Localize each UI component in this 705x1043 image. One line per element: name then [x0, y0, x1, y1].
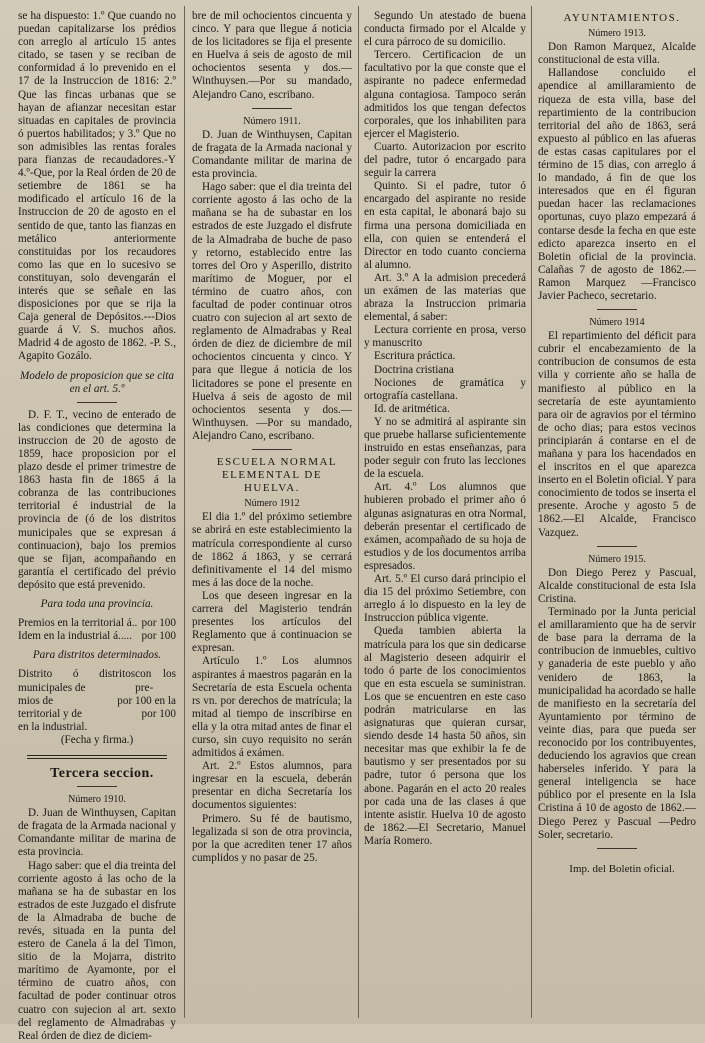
subject-item: Escritura práctica.: [374, 350, 456, 363]
subject-item: Lectura corriente en prosa, verso y manuscrito: [364, 324, 526, 350]
separator: [597, 309, 637, 310]
article-text: Art. 4.º Los alumnos que hubieren probado el primer año ó algunas asignaturas en otra Normal, deberán presentar el certificado de exámen, acompañado de su hoja de estudios y de los documentos arriba espresados.: [364, 481, 526, 572]
section-title: Tercera seccion.: [50, 765, 154, 781]
column-rule: [184, 6, 185, 1018]
notice-number: Número 1912: [244, 498, 300, 510]
column-2: [192, 10, 352, 1016]
column-rule: [358, 6, 359, 1018]
district-row: territorial y de por 100: [18, 707, 176, 720]
notice-text: bre de mil ochocientos cincuenta y cinco. Y para que llegue á noticia de los licitadores se fija el presente en Huelva á seis de agosto de mil ochocientos sesenta y dos.— Winthuysen.—Por su mandado, Alejandro Cano, escribano.: [192, 10, 352, 101]
double-separator: [27, 755, 167, 759]
column-3: [364, 10, 526, 1016]
article-text: Artículo 1.º Los alumnos aspirantes á maestros pagarán en la Secretaría de esta Escuela ochenta rs vn. por derechos de matrícula; la mitad al tiempo de inscribirse en ella y la otra mitad antes de finar el curso, sin cuyo requisito no serán admitidos á exámen.: [192, 655, 352, 760]
separator: [597, 546, 637, 547]
notice-heading: D. Juan de Winthuysen, Capitan de fragata de la Armada nacional y Comandante militar de marina de esta provincia.: [192, 128, 352, 181]
notice-heading: Don Diego Perez y Pascual, Alcalde constitucional de esta Isla Cristina.: [538, 566, 696, 605]
notice-text: Hago saber: que el dia treinta del corriente agosto á las ocho de la mañana se ha de subastar en los estrados de este Juzgado el disfrute de la Almadraba de buche de revés, situada en la punta del estero de Canela á la del Timon, sitio de la Mojarra, distrito marítimo de Ayamonte, por el término de cuatro años, con facultad de poder continuar otros cuatro con sujecion al art. sexto del reglamento de Almadrabas y Real órden de diez de diciem-: [18, 859, 176, 1042]
notice-number: Número 1915.: [588, 553, 646, 565]
notice-heading: Don Ramon Marquez, Alcalde constitucional de esta villa.: [538, 41, 696, 67]
section-heading: AYUNTAMIENTOS.: [563, 12, 681, 24]
article-text: Art. 5.º El curso dará principio el dia 15 del próximo Setiembre, con arreglo á lo dispuesto en la ley de Instruccion pública vigente.: [364, 573, 526, 625]
notice-text: Los que deseen ingresar en la carrera del Magisterio tendrán presentes los artículos del Reglamento que á continuacion se expresan.: [192, 589, 352, 655]
notice-number: Número 1913.: [588, 28, 646, 40]
requirement-text: Tercero. Certificacion de un facultativo por la que conste que el aspirante no padece enfermedad alguna contagiosa. Tampoco serán admitidos los que tengan defectos corporales, que los inhabiliten para ejercer el Magisterio.: [364, 49, 526, 140]
separator: [597, 848, 637, 849]
notice-text: Terminado por la Junta pericial el amillaramiento que ha de servir de base para la derrama de la contribucion de inmuebles, cultivo y ganaderia de este pueblo y año venidero de 1863, la municipalidad ha acordado se halle de manifiesto en la secretaría del Ayuntamiento por término de veinte dias, para que pueda ser reconocido por los contribuyentes, deduciendo los agravios que crean haberseles inferido. Y para la general inteligencia se hace público por el presente en la Isla Cristina á 10 de agosto de 1862.—Diego Perez y Pascual —Pedro Soler, secretario.: [538, 606, 696, 841]
separator: [77, 786, 117, 787]
article-text: Y no se admitirá al aspirante sin que pruebe hallarse suficientemente instruido en estas enseñanzas, para poder seguir con fruto las lecciones de la escuela.: [364, 415, 526, 481]
column-rule: [531, 6, 532, 1018]
requirement-text: Cuarto. Autorizacion por escrito del padre, tutor ó encargado para seguir la carrera: [364, 140, 526, 180]
separator: [252, 449, 292, 450]
premium-row: Premios en la territorial á.. por 100: [18, 617, 176, 630]
subheading-province: Para toda una provincia.: [40, 598, 154, 611]
notice-text: El dia 1.º del próximo setiembre se abrirá en este establecimiento la matrícula correspondiente al curso de 1862 á 1863, y se cerrará definitivamente el 14 del mismo mes á las doce de la noche.: [192, 511, 352, 589]
separator: [77, 402, 117, 403]
date-signature: (Fecha y firma.): [60, 733, 134, 746]
printer-imprint: Imp. del Boletin oficial.: [569, 862, 675, 875]
premium-row: Idem en la industrial á..... por 100: [18, 630, 176, 643]
notice-heading: D. Juan de Winthuysen, Capitan de fragata de la Armada nacional y Comandante militar de marina de esta provincia.: [18, 807, 176, 859]
subject-item: Doctrina cristiana: [374, 363, 454, 376]
column-4: [538, 10, 696, 1016]
district-row: en la industrial.: [18, 720, 88, 733]
article-text: Primero. Su fé de bautismo, legalizada si son de otra provincia, por la que acrediten tener 17 años cumplidos y no pasar de 25.: [192, 812, 352, 864]
notice-number: Número 1911.: [243, 115, 301, 127]
notice-text: El repartimiento del déficit para cubrir el encabezamiento de la contribucion de consumos de esta villa y corriente año se halla de manifiesto al público en la secretaría de este ayuntamiento para oir de agravios por el término de ocho dias; para estos vecinos principiarán á contarse en el de mañana y para los hacendados en el inscritos en el que aparezca inserto en el Boletin oficial. Y para conocimiento de todos se inserta el presente. Aroche y agosto 5 de 1862.—El Alcalde, Francisco Vazquez.: [538, 330, 696, 539]
subject-item: Nociones de gramática y ortografía castellana.: [364, 376, 526, 402]
school-heading: ESCUELA NORMAL ELEMENTAL DE HUELVA.: [216, 456, 338, 495]
article-text: Art. 2.º Estos alumnos, para ingresar en la escuela, deberán presentar en dicha Secretaría los documentos siguientes:: [192, 760, 352, 812]
order-text: se ha dispuesto: 1.º Que cuando no puedan capitalizarse los prédios con arreglo al artículo 15 antes citado, se tasen y se reciban de conformidad á lo prevenido en el 17 de la Instruccion de 1816: 2.º Que las fincas urbanas que se hayan de afianzar necesitan estar situadas en capitales de provincia ó puertos habilitados; y 3.º Que no son admisibles las rentas forales para fianzas de recaudadores.-Y 4.º-Que, por la Real órden de 20 de setiembre de 1861 se ha modificado el artículo 16 de la Instruccion de 20 de agosto en el sentido de que, tanto las fianzas en metálico anteriormente constituidas por los recaudores como las que en lo sucesivo se constituyan, solo devengarán el interés que se señale en las disposiciones por que se rija la Caja general de Depósitos.---Dios guarde á V. S. muchos años. Madrid 4 de agosto de 1862. -P. S., Agapito Gozálo.: [18, 10, 176, 363]
requirement-text: Quinto. Si el padre, tutor ó encargado del aspirante no reside en esta capital, le abonará bajo su firma una persona domiciliada en ella, con quien se entenderá el Director en todo cuanto concierna al alumno.: [364, 180, 526, 271]
subheading-districts: Para distritos determinados.: [32, 649, 162, 662]
district-row: mios de por 100 en la: [18, 694, 176, 707]
subject-item: Id. de aritmética.: [374, 402, 450, 415]
notice-number: Número 1910.: [68, 794, 126, 806]
article-text: Queda tambien abierta la matrícula para los que sin dedicarse al Magisterio deseen adquirir el todo ó parte de los conocimientos que en esta escuela se suministran. Los que se encuentren en este caso podrán matricularse en las asignaturas que quieran cursar, siendo desde 14 hasta 50 años, sin necesitar mas que exhibir la fe de bautismo y ser presentados por su padre, tutor ó persona que los abone. Pagarán en el acto 20 reales por cada una de las clases á que intente asistir. Huelva 10 de agosto de 1862.—El Secretario, Manuel María Romero.: [364, 625, 526, 847]
article-text: Art. 3.º A la admision precederá un exámen de las materias que abraza la Instruccion primaria elemental, á saber:: [364, 271, 526, 324]
district-row: Distrito ó distritos municipales de con los pre-: [18, 668, 176, 694]
requirement-text: Segundo Un atestado de buena conducta firmado por el Alcalde y el cura párroco de su domicilio.: [364, 10, 526, 49]
separator: [252, 108, 292, 109]
notice-text: Hago saber: que el dia treinta del corriente agosto á las ocho de la mañana se ha de subastar en los estrados de este Juzgado el disfrute de la Almadraba de buche de paso y retorno, establecido entre las torres del Oro y Asperillo, distrito marítimo de Moguer, por el término de cuatro años, con facultad de poder continuar otros cuatro con sujecion al art sexto de reglamento de Almadrabas y Real órden de diez de diciembre de mil ochocientos cincuenta y cinco. Y para que llegue á noticia de los licitadores se pone el presente en Huelva á seis de agosto de mil ochocientos sesenta y dos.—Winthuysen. —Por su mandado, Alejandro Cano, escribano.: [192, 181, 352, 442]
model-title: Modelo de proposicion que se cita en el art. 5.º: [19, 369, 174, 395]
notice-number: Número 1914: [589, 317, 645, 329]
column-1: [18, 10, 176, 1042]
notice-text: Hallandose concluido el apendice al amillaramiento de riqueza de esta villa, base del repartimiento de la contribucion territorial del año de 1863, será expuesto al público en las afueras de estas casas capitulares por el término de 15 dias, con arreglo á lo mandado, á fin de que los interesados que en él figuran puedan hacer las reclamaciones oportunas, cuyo plazo empezará á contarse desde la fecha en que este edicto aparezca inserto en el Boletin oficial de la provincia. Calañas 7 de agosto de 1862.—Ramon Marquez —Francisco Javier Pacheco, secretario.: [538, 67, 696, 302]
proposal-text: D. F. T., vecino de enterado de las condiciones que determina la instruccion de 20 de agosto de 1859, hace proposicion por el plazo desde el primer trimestre de 1863 hasta fin de 1865 á la cobranza de las contribuciones territorial é industrial de la provincia de (ó de los distritos municipales que se expresan á continuacion), bajo los premios que se fijan, acompañando en garantía el certificado del prévio depósito que está prevenido.: [18, 408, 176, 591]
